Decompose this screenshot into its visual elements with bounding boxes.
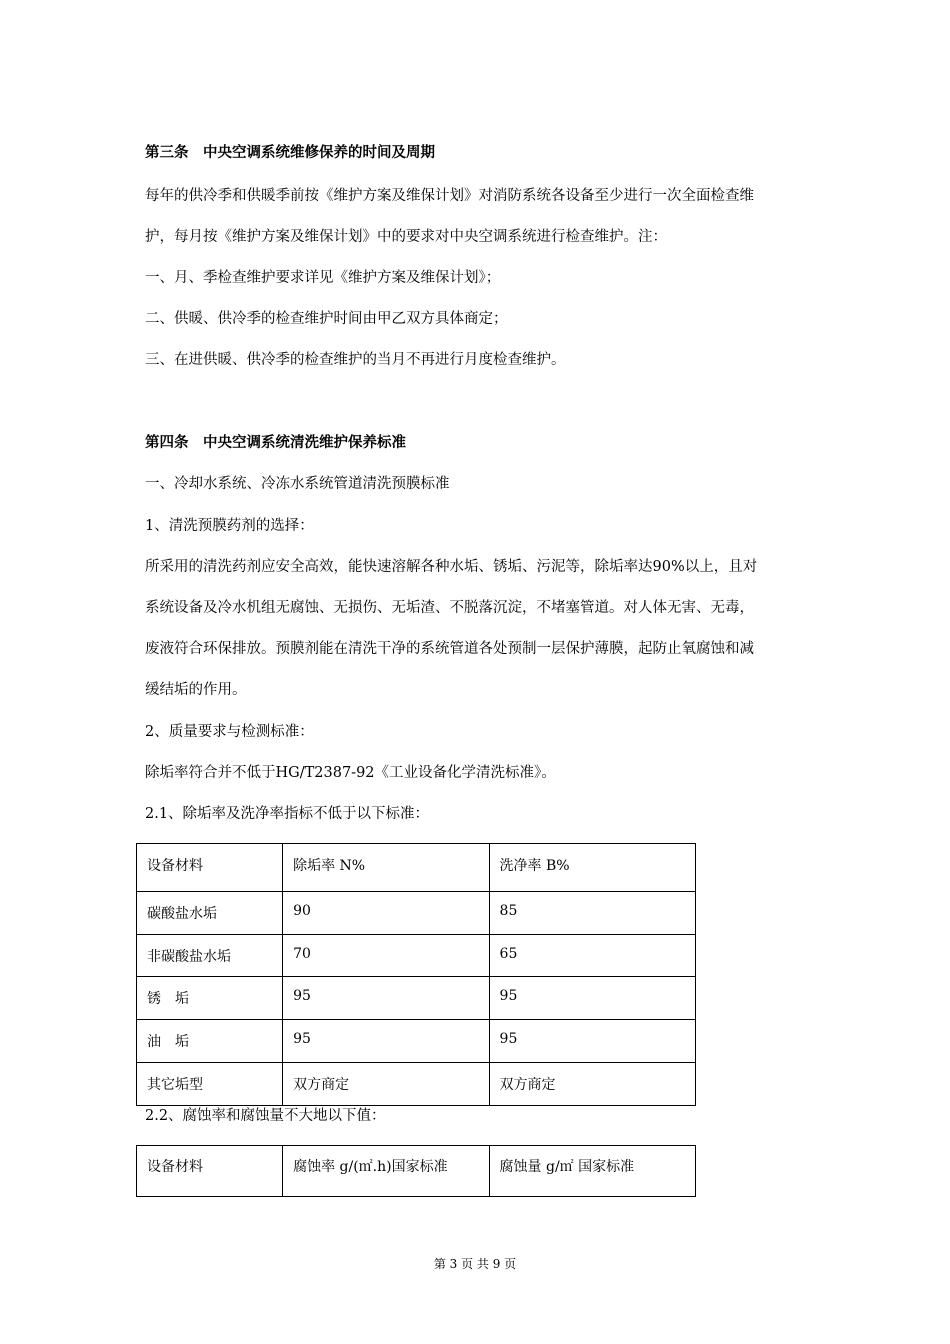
article-4-line-9: 2.1、除垢率及洗净率指标不低于以下标准：	[145, 806, 430, 822]
table-header-row	[137, 1146, 696, 1197]
table-row	[137, 1063, 696, 1106]
table-cell: 碳酸盐水垢	[137, 892, 283, 935]
table-cell: 其它垢型	[137, 1063, 283, 1106]
table-cell: 95	[283, 1020, 489, 1063]
article-4-line-8: 除垢率符合并不低于HG/T2387-92《工业设备化学清洗标准》。	[145, 765, 556, 781]
table-header-cell: 洗净率 B%	[489, 844, 695, 892]
article-3-heading: 第三条 中央空调系统维修保养的时间及周期	[145, 144, 435, 161]
scale-removal-table	[136, 843, 696, 1106]
article-4-line-5: 废液符合环保排放。预膜剂能在清洗干净的系统管道各处预制一层保护薄膜，起防止氧腐蚀和减	[145, 641, 754, 657]
table-cell: 油 垢	[137, 1020, 283, 1063]
article-4-line-3: 所采用的清洗药剂应安全高效，能快速溶解各种水垢、锈垢、污泥等，除垢率达90%以上，且对	[145, 559, 758, 575]
table-header-row	[137, 844, 696, 892]
table-header-cell: 腐蚀量 g/㎡ 国家标准	[489, 1146, 695, 1197]
table-cell: 双方商定	[489, 1063, 695, 1106]
table-cell: 85	[489, 892, 695, 935]
table-cell: 95	[283, 977, 489, 1020]
table-cell: 65	[489, 935, 695, 977]
table-cell: 95	[489, 1020, 695, 1063]
article-3-line-5: 三、在进供暖、供冷季的检查维护的当月不再进行月度检查维护。	[145, 352, 566, 368]
corrosion-table	[136, 1145, 696, 1197]
table-header-cell: 设备材料	[137, 844, 283, 892]
article-3-line-3: 一、月、季检查维护要求详见《维护方案及维保计划》；	[145, 270, 501, 286]
article-3-line-4: 二、供暖、供冷季的检查维护时间由甲乙双方具体商定；	[145, 311, 508, 327]
article-4-line-10: 2.2、腐蚀率和腐蚀量不大地以下值：	[145, 1108, 386, 1124]
table-row	[137, 935, 696, 977]
table-header-cell: 腐蚀率 g/(㎡.h)国家标准	[283, 1146, 489, 1197]
article-4-line-2: 1、清洗预膜药剂的选择：	[145, 518, 314, 534]
table-cell: 70	[283, 935, 489, 977]
article-4-line-4: 系统设备及冷水机组无腐蚀、无损伤、无垢渣、不脱落沉淀，不堵塞管道。对人体无害、无毒，	[145, 600, 754, 616]
article-3-line-2: 护，每月按《维护方案及维保计划》中的要求对中央空调系统进行检查维护。注：	[145, 229, 667, 245]
table-cell: 非碳酸盐水垢	[137, 935, 283, 977]
table-cell: 90	[283, 892, 489, 935]
table-header-cell: 除垢率 N%	[283, 844, 489, 892]
table-header-cell: 设备材料	[137, 1146, 283, 1197]
table-cell: 锈 垢	[137, 977, 283, 1020]
table-cell: 双方商定	[283, 1063, 489, 1106]
article-4-line-1: 一、冷却水系统、冷冻水系统管道清洗预膜标准	[145, 476, 450, 492]
article-4-heading: 第四条 中央空调系统清洗维护保养标准	[145, 434, 406, 451]
article-4-line-6: 缓结垢的作用。	[145, 682, 247, 698]
table-row	[137, 1020, 696, 1063]
page-footer: 第 3 页 共 9 页	[433, 1257, 517, 1271]
article-4-line-7: 2、质量要求与检测标准：	[145, 724, 314, 740]
table-row	[137, 892, 696, 935]
table-cell: 95	[489, 977, 695, 1020]
table-row	[137, 977, 696, 1020]
article-3-line-1: 每年的供冷季和供暖季前按《维护方案及维保计划》对消防系统各设备至少进行一次全面检查维	[145, 188, 754, 204]
